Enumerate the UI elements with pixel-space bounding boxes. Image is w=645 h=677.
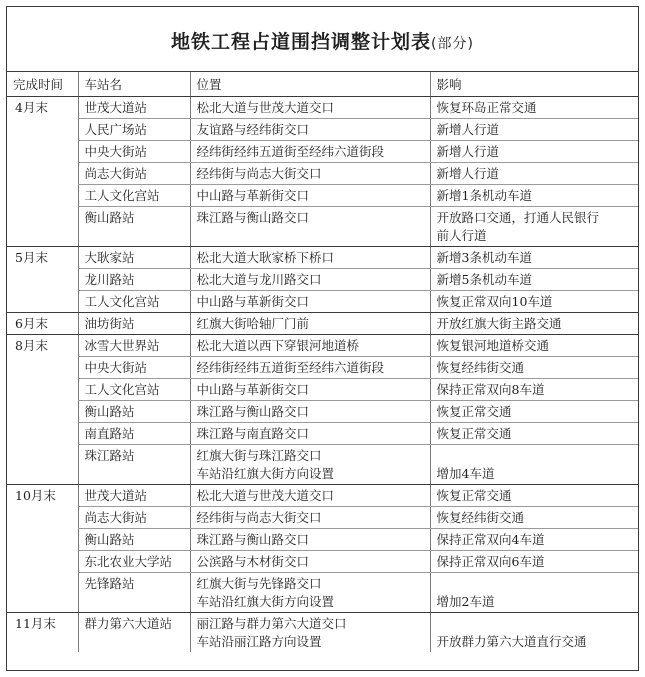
- station-cell: 先锋路站: [78, 573, 190, 613]
- table-row: [7, 423, 638, 445]
- location-cell: [190, 485, 430, 507]
- location-cell: [190, 445, 430, 485]
- station-cell: 世茂大道站: [78, 485, 190, 507]
- table-row: [7, 291, 638, 313]
- impact-line: 增加4车道: [436, 466, 495, 481]
- station-cell: 群力第六大道站: [78, 613, 190, 653]
- location-line: 经纬街经纬五道街至经纬六道街段: [196, 144, 385, 159]
- location-line: 经纬街与尚志大街交口: [196, 510, 322, 525]
- header-cell-time: 完成时间: [7, 72, 78, 97]
- station-cell: 工人文化宫站: [78, 291, 190, 313]
- location-cell: [190, 291, 430, 313]
- impact-cell: [430, 247, 638, 269]
- header-cell-impact: 影响: [430, 72, 638, 97]
- location-cell: [190, 529, 430, 551]
- station-cell: 工人文化宫站: [78, 185, 190, 207]
- impact-cell: [430, 97, 638, 119]
- location-line: 中山路与革新街交口: [196, 294, 310, 309]
- header-cell-location: 位置: [190, 72, 430, 97]
- location-cell: [190, 247, 430, 269]
- impact-cell: [430, 313, 638, 335]
- impact-cell: [430, 573, 638, 613]
- table-row: [7, 573, 638, 613]
- station-cell: 珠江路站: [78, 445, 190, 485]
- impact-line: 保持正常双向4车道: [436, 532, 545, 547]
- header-row: [7, 72, 638, 97]
- station-cell: 冰雪大世界站: [78, 335, 190, 357]
- location-line: 珠江路与衡山路交口: [196, 532, 310, 547]
- location-line: 公滨路与木材街交口: [196, 554, 310, 569]
- impact-cell: [430, 529, 638, 551]
- location-line: 车站沿红旗大街方向设置: [196, 466, 335, 481]
- location-line: 松北大道与世茂大道交口: [196, 488, 335, 503]
- station-cell: 中央大街站: [78, 357, 190, 379]
- location-line: 松北大道与龙川路交口: [196, 272, 322, 287]
- impact-line: 恢复正常交通: [436, 404, 512, 419]
- impact-cell: [430, 269, 638, 291]
- table-row: [7, 335, 638, 357]
- table-row: [7, 485, 638, 507]
- impact-cell: [430, 485, 638, 507]
- location-line: 珠江路与衡山路交口: [196, 404, 310, 419]
- table-row: [7, 185, 638, 207]
- location-line: 中山路与革新街交口: [196, 382, 310, 397]
- station-cell: 大耿家站: [78, 247, 190, 269]
- impact-cell: [430, 445, 638, 485]
- location-cell: [190, 185, 430, 207]
- table-row: [7, 119, 638, 141]
- impact-line: 保持正常双向6车道: [436, 554, 545, 569]
- table-row: [7, 313, 638, 335]
- impact-line: 新增人行道: [436, 166, 500, 181]
- location-line: 珠江路与衡山路交口: [196, 210, 310, 225]
- location-cell: [190, 507, 430, 529]
- month-cell: 4月末: [7, 97, 78, 247]
- impact-cell: [430, 141, 638, 163]
- location-line: 松北大道以西下穿银河地道桥: [196, 338, 360, 353]
- impact-cell: [430, 423, 638, 445]
- station-cell: 中央大街站: [78, 141, 190, 163]
- location-cell: [190, 119, 430, 141]
- location-line: 经纬街经纬五道街至经纬六道街段: [196, 360, 385, 375]
- table-row: [7, 247, 638, 269]
- table-row: [7, 613, 638, 653]
- impact-line: 新增5条机动车道: [436, 272, 532, 287]
- impact-line: 恢复正常交通: [436, 426, 512, 441]
- impact-line: 新增人行道: [436, 144, 500, 159]
- location-cell: [190, 269, 430, 291]
- impact-cell: [430, 335, 638, 357]
- station-cell: 南直路站: [78, 423, 190, 445]
- table-row: [7, 507, 638, 529]
- station-cell: 尚志大街站: [78, 507, 190, 529]
- location-cell: [190, 335, 430, 357]
- impact-line: 恢复银河地道桥交通: [436, 338, 550, 353]
- location-cell: [190, 141, 430, 163]
- location-line: 经纬街与尚志大街交口: [196, 166, 322, 181]
- month-cell: 11月末: [15, 616, 56, 631]
- impact-line: 开放红旗大街主路交通: [436, 316, 562, 331]
- impact-cell: [430, 163, 638, 185]
- location-line: 中山路与革新街交口: [196, 188, 310, 203]
- impact-line: 恢复环岛正常交通: [436, 100, 537, 115]
- location-cell: [190, 97, 430, 119]
- table-row: [7, 529, 638, 551]
- month-cell: 10月末: [7, 485, 78, 613]
- month-cell: 8月末: [7, 335, 78, 485]
- table-row: [7, 141, 638, 163]
- location-cell: [190, 551, 430, 573]
- location-line: 车站沿红旗大街方向设置: [196, 594, 335, 609]
- location-line: 松北大道与世茂大道交口: [196, 100, 335, 115]
- impact-line: 开放群力第六大道直行交通: [436, 634, 587, 649]
- location-line: 红旗大街哈轴厂门前: [196, 316, 310, 331]
- station-cell: 人民广场站: [78, 119, 190, 141]
- station-cell: 尚志大街站: [78, 163, 190, 185]
- location-cell: [190, 613, 430, 653]
- table-row: [7, 401, 638, 423]
- location-line: 松北大道大耿家桥下桥口: [196, 250, 335, 265]
- location-line: 珠江路与南直路交口: [196, 426, 310, 441]
- impact-line: 新增3条机动车道: [436, 250, 532, 265]
- location-line: 友谊路与经纬街交口: [196, 122, 310, 137]
- location-cell: [190, 379, 430, 401]
- station-cell: 油坊街站: [78, 313, 190, 335]
- impact-line: 保持正常双向8车道: [436, 382, 545, 397]
- impact-line: 新增1条机动车道: [436, 188, 532, 203]
- station-cell: 世茂大道站: [78, 97, 190, 119]
- table-row: [7, 445, 638, 485]
- header-cell-station: 车站名: [78, 72, 190, 97]
- station-cell: 衡山路站: [78, 529, 190, 551]
- table-row: [7, 357, 638, 379]
- impact-cell: [430, 357, 638, 379]
- table-row: [7, 379, 638, 401]
- impact-cell: [430, 613, 638, 653]
- impact-line: 恢复经纬街交通: [436, 360, 525, 375]
- location-cell: [190, 163, 430, 185]
- impact-cell: [430, 119, 638, 141]
- table-row: [7, 207, 638, 247]
- station-cell: 龙川路站: [78, 269, 190, 291]
- title-text: 地铁工程占道围挡调整计划表: [171, 31, 432, 53]
- impact-cell: [430, 507, 638, 529]
- impact-line: 新增人行道: [436, 122, 500, 137]
- impact-cell: [430, 207, 638, 247]
- location-line: 丽江路与群力第六大道交口: [196, 616, 347, 631]
- location-cell: [190, 207, 430, 247]
- station-cell: 工人文化宫站: [78, 379, 190, 401]
- table-row: [7, 97, 638, 119]
- impact-line: 恢复经纬街交通: [436, 510, 525, 525]
- impact-cell: [430, 379, 638, 401]
- station-cell: 衡山路站: [78, 207, 190, 247]
- impact-line: 恢复正常交通: [436, 488, 512, 503]
- station-cell: 东北农业大学站: [78, 551, 190, 573]
- table-frame: [6, 6, 639, 671]
- location-line: 红旗大街与珠江路交口: [196, 448, 322, 463]
- month-cell: 5月末: [7, 247, 78, 313]
- location-cell: [190, 423, 430, 445]
- location-cell: [190, 573, 430, 613]
- table-body: [7, 97, 638, 653]
- location-cell: [190, 401, 430, 423]
- impact-line: 开放路口交通，打通人民银行: [436, 210, 600, 225]
- month-cell: 6月末: [7, 313, 78, 335]
- table-row: [7, 163, 638, 185]
- impact-cell: [430, 291, 638, 313]
- plan-table: [7, 71, 638, 652]
- impact-cell: [430, 185, 638, 207]
- location-cell: [190, 357, 430, 379]
- impact-line: 恢复正常双向10车道: [436, 294, 553, 309]
- page-title: [7, 27, 638, 54]
- impact-cell: [430, 551, 638, 573]
- location-cell: [190, 313, 430, 335]
- table-row: [7, 269, 638, 291]
- station-cell: 衡山路站: [78, 401, 190, 423]
- title-subtitle: (部分): [431, 36, 474, 52]
- impact-line: 增加2车道: [436, 594, 495, 609]
- impact-line: 前人行道: [436, 228, 487, 243]
- table-row: [7, 551, 638, 573]
- impact-cell: [430, 401, 638, 423]
- location-line: 车站沿丽江路方向设置: [196, 634, 322, 649]
- location-line: 红旗大街与先锋路交口: [196, 576, 322, 591]
